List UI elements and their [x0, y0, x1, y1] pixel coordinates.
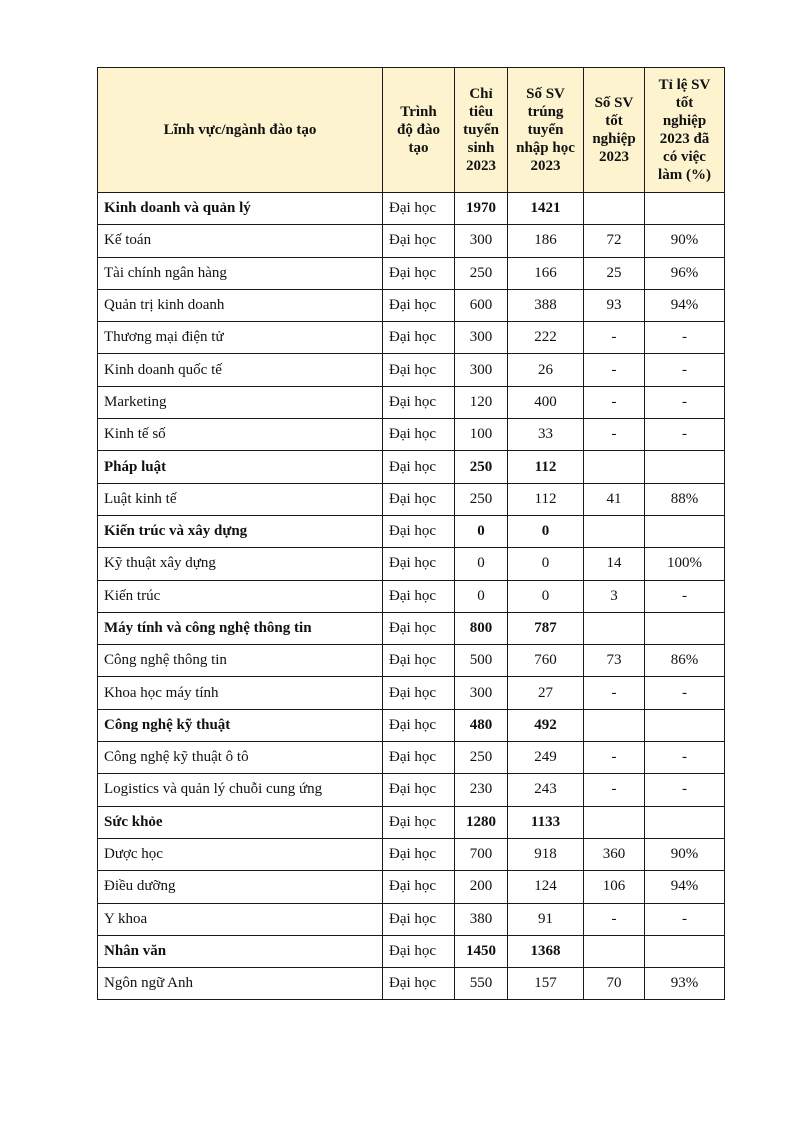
employment-cell: -	[645, 903, 725, 935]
employment-cell: 96%	[645, 257, 725, 289]
header-field: Lĩnh vực/ngành đào tạo	[98, 68, 383, 193]
quota-cell: 700	[455, 838, 508, 870]
graduated-cell: 3	[584, 580, 645, 612]
field-cell: Máy tính và công nghệ thông tin	[98, 612, 383, 644]
admitted-cell: 112	[508, 451, 584, 483]
field-cell: Tài chính ngân hàng	[98, 257, 383, 289]
graduated-cell: 14	[584, 548, 645, 580]
level-cell: Đại học	[383, 483, 455, 515]
header-admitted: Số SV trúng tuyển nhập học 2023	[508, 68, 584, 193]
field-cell: Công nghệ kỹ thuật ô tô	[98, 742, 383, 774]
graduated-cell: 73	[584, 645, 645, 677]
table-row	[98, 483, 725, 515]
table-row	[98, 871, 725, 903]
quota-cell: 230	[455, 774, 508, 806]
employment-cell: -	[645, 419, 725, 451]
field-cell: Luật kinh tế	[98, 483, 383, 515]
header-graduated: Số SV tốt nghiệp 2023	[584, 68, 645, 193]
enrollment-table	[97, 67, 725, 1000]
quota-cell: 100	[455, 419, 508, 451]
graduated-cell: 41	[584, 483, 645, 515]
admitted-cell: 124	[508, 871, 584, 903]
graduated-cell: 72	[584, 225, 645, 257]
graduated-cell: -	[584, 419, 645, 451]
level-cell: Đại học	[383, 289, 455, 321]
employment-cell: -	[645, 774, 725, 806]
admitted-cell: 1133	[508, 806, 584, 838]
header-employment: Tỉ lệ SV tốt nghiệp 2023 đã có việc làm (%)	[645, 68, 725, 193]
employment-cell	[645, 193, 725, 225]
graduated-cell: 93	[584, 289, 645, 321]
table-row	[98, 354, 725, 386]
field-cell: Kinh doanh và quản lý	[98, 193, 383, 225]
employment-cell: -	[645, 322, 725, 354]
employment-cell	[645, 935, 725, 967]
admitted-cell: 157	[508, 968, 584, 1000]
table-row	[98, 580, 725, 612]
level-cell: Đại học	[383, 774, 455, 806]
table-row	[98, 774, 725, 806]
quota-cell: 0	[455, 548, 508, 580]
employment-cell	[645, 451, 725, 483]
admitted-cell: 91	[508, 903, 584, 935]
employment-cell	[645, 515, 725, 547]
table-row	[98, 903, 725, 935]
admitted-cell: 0	[508, 515, 584, 547]
employment-cell: 94%	[645, 289, 725, 321]
graduated-cell	[584, 935, 645, 967]
field-cell: Kiến trúc và xây dựng	[98, 515, 383, 547]
field-cell: Kiến trúc	[98, 580, 383, 612]
level-cell: Đại học	[383, 935, 455, 967]
employment-cell: -	[645, 386, 725, 418]
graduated-cell	[584, 806, 645, 838]
admitted-cell: 1421	[508, 193, 584, 225]
field-cell: Sức khỏe	[98, 806, 383, 838]
table-row	[98, 677, 725, 709]
admitted-cell: 166	[508, 257, 584, 289]
table-row	[98, 289, 725, 321]
level-cell: Đại học	[383, 419, 455, 451]
quota-cell: 250	[455, 483, 508, 515]
admitted-cell: 249	[508, 742, 584, 774]
header-quota: Chỉ tiêu tuyển sinh 2023	[455, 68, 508, 193]
admitted-cell: 918	[508, 838, 584, 870]
quota-cell: 300	[455, 677, 508, 709]
group-row	[98, 806, 725, 838]
graduated-cell	[584, 515, 645, 547]
level-cell: Đại học	[383, 903, 455, 935]
admitted-cell: 760	[508, 645, 584, 677]
admitted-cell: 388	[508, 289, 584, 321]
employment-cell	[645, 709, 725, 741]
graduated-cell: -	[584, 903, 645, 935]
quota-cell: 250	[455, 451, 508, 483]
group-row	[98, 515, 725, 547]
graduated-cell: 360	[584, 838, 645, 870]
graduated-cell	[584, 709, 645, 741]
level-cell: Đại học	[383, 322, 455, 354]
graduated-cell: 70	[584, 968, 645, 1000]
graduated-cell	[584, 451, 645, 483]
table-header	[98, 68, 725, 193]
graduated-cell: -	[584, 677, 645, 709]
admitted-cell: 0	[508, 548, 584, 580]
field-cell: Logistics và quản lý chuỗi cung ứng	[98, 774, 383, 806]
table-row	[98, 386, 725, 418]
field-cell: Pháp luật	[98, 451, 383, 483]
graduated-cell: 25	[584, 257, 645, 289]
level-cell: Đại học	[383, 386, 455, 418]
admitted-cell: 787	[508, 612, 584, 644]
admitted-cell: 243	[508, 774, 584, 806]
graduated-cell: -	[584, 322, 645, 354]
employment-cell: -	[645, 354, 725, 386]
quota-cell: 0	[455, 515, 508, 547]
quota-cell: 250	[455, 257, 508, 289]
employment-cell: 93%	[645, 968, 725, 1000]
table-row	[98, 322, 725, 354]
admitted-cell: 33	[508, 419, 584, 451]
table-row	[98, 225, 725, 257]
graduated-cell: -	[584, 742, 645, 774]
field-cell: Khoa học máy tính	[98, 677, 383, 709]
level-cell: Đại học	[383, 838, 455, 870]
employment-cell: 94%	[645, 871, 725, 903]
field-cell: Y khoa	[98, 903, 383, 935]
quota-cell: 300	[455, 322, 508, 354]
field-cell: Dược học	[98, 838, 383, 870]
admitted-cell: 0	[508, 580, 584, 612]
level-cell: Đại học	[383, 354, 455, 386]
quota-cell: 1970	[455, 193, 508, 225]
quota-cell: 300	[455, 354, 508, 386]
level-cell: Đại học	[383, 515, 455, 547]
table-body	[98, 193, 725, 1000]
table-row	[98, 968, 725, 1000]
quota-cell: 480	[455, 709, 508, 741]
level-cell: Đại học	[383, 709, 455, 741]
field-cell: Công nghệ thông tin	[98, 645, 383, 677]
table-row	[98, 257, 725, 289]
employment-cell: 86%	[645, 645, 725, 677]
field-cell: Kế toán	[98, 225, 383, 257]
group-row	[98, 935, 725, 967]
field-cell: Nhân văn	[98, 935, 383, 967]
group-row	[98, 709, 725, 741]
employment-cell: 90%	[645, 225, 725, 257]
table-row	[98, 548, 725, 580]
graduated-cell: 106	[584, 871, 645, 903]
graduated-cell: -	[584, 386, 645, 418]
employment-cell: -	[645, 742, 725, 774]
header-level: Trình độ đào tạo	[383, 68, 455, 193]
field-cell: Công nghệ kỹ thuật	[98, 709, 383, 741]
level-cell: Đại học	[383, 742, 455, 774]
quota-cell: 550	[455, 968, 508, 1000]
field-cell: Thương mại điện tử	[98, 322, 383, 354]
quota-cell: 380	[455, 903, 508, 935]
level-cell: Đại học	[383, 451, 455, 483]
quota-cell: 1450	[455, 935, 508, 967]
level-cell: Đại học	[383, 871, 455, 903]
quota-cell: 0	[455, 580, 508, 612]
admitted-cell: 186	[508, 225, 584, 257]
employment-cell: 90%	[645, 838, 725, 870]
admitted-cell: 27	[508, 677, 584, 709]
table-row	[98, 838, 725, 870]
group-row	[98, 193, 725, 225]
quota-cell: 250	[455, 742, 508, 774]
level-cell: Đại học	[383, 193, 455, 225]
graduated-cell: -	[584, 774, 645, 806]
employment-cell: 100%	[645, 548, 725, 580]
level-cell: Đại học	[383, 257, 455, 289]
admitted-cell: 400	[508, 386, 584, 418]
level-cell: Đại học	[383, 645, 455, 677]
field-cell: Điều dưỡng	[98, 871, 383, 903]
table-row	[98, 645, 725, 677]
employment-cell: 88%	[645, 483, 725, 515]
level-cell: Đại học	[383, 677, 455, 709]
admitted-cell: 222	[508, 322, 584, 354]
level-cell: Đại học	[383, 968, 455, 1000]
field-cell: Marketing	[98, 386, 383, 418]
quota-cell: 600	[455, 289, 508, 321]
field-cell: Quản trị kinh doanh	[98, 289, 383, 321]
employment-cell	[645, 612, 725, 644]
field-cell: Kinh doanh quốc tế	[98, 354, 383, 386]
field-cell: Kinh tế số	[98, 419, 383, 451]
quota-cell: 300	[455, 225, 508, 257]
quota-cell: 500	[455, 645, 508, 677]
group-row	[98, 612, 725, 644]
table-row	[98, 742, 725, 774]
graduated-cell: -	[584, 354, 645, 386]
field-cell: Ngôn ngữ Anh	[98, 968, 383, 1000]
group-row	[98, 451, 725, 483]
admitted-cell: 1368	[508, 935, 584, 967]
level-cell: Đại học	[383, 548, 455, 580]
admitted-cell: 26	[508, 354, 584, 386]
admitted-cell: 492	[508, 709, 584, 741]
admitted-cell: 112	[508, 483, 584, 515]
field-cell: Kỹ thuật xây dựng	[98, 548, 383, 580]
graduated-cell	[584, 612, 645, 644]
quota-cell: 120	[455, 386, 508, 418]
quota-cell: 1280	[455, 806, 508, 838]
level-cell: Đại học	[383, 806, 455, 838]
employment-cell	[645, 806, 725, 838]
level-cell: Đại học	[383, 580, 455, 612]
employment-cell: -	[645, 677, 725, 709]
graduated-cell	[584, 193, 645, 225]
level-cell: Đại học	[383, 225, 455, 257]
quota-cell: 200	[455, 871, 508, 903]
employment-cell: -	[645, 580, 725, 612]
table-row	[98, 419, 725, 451]
quota-cell: 800	[455, 612, 508, 644]
level-cell: Đại học	[383, 612, 455, 644]
